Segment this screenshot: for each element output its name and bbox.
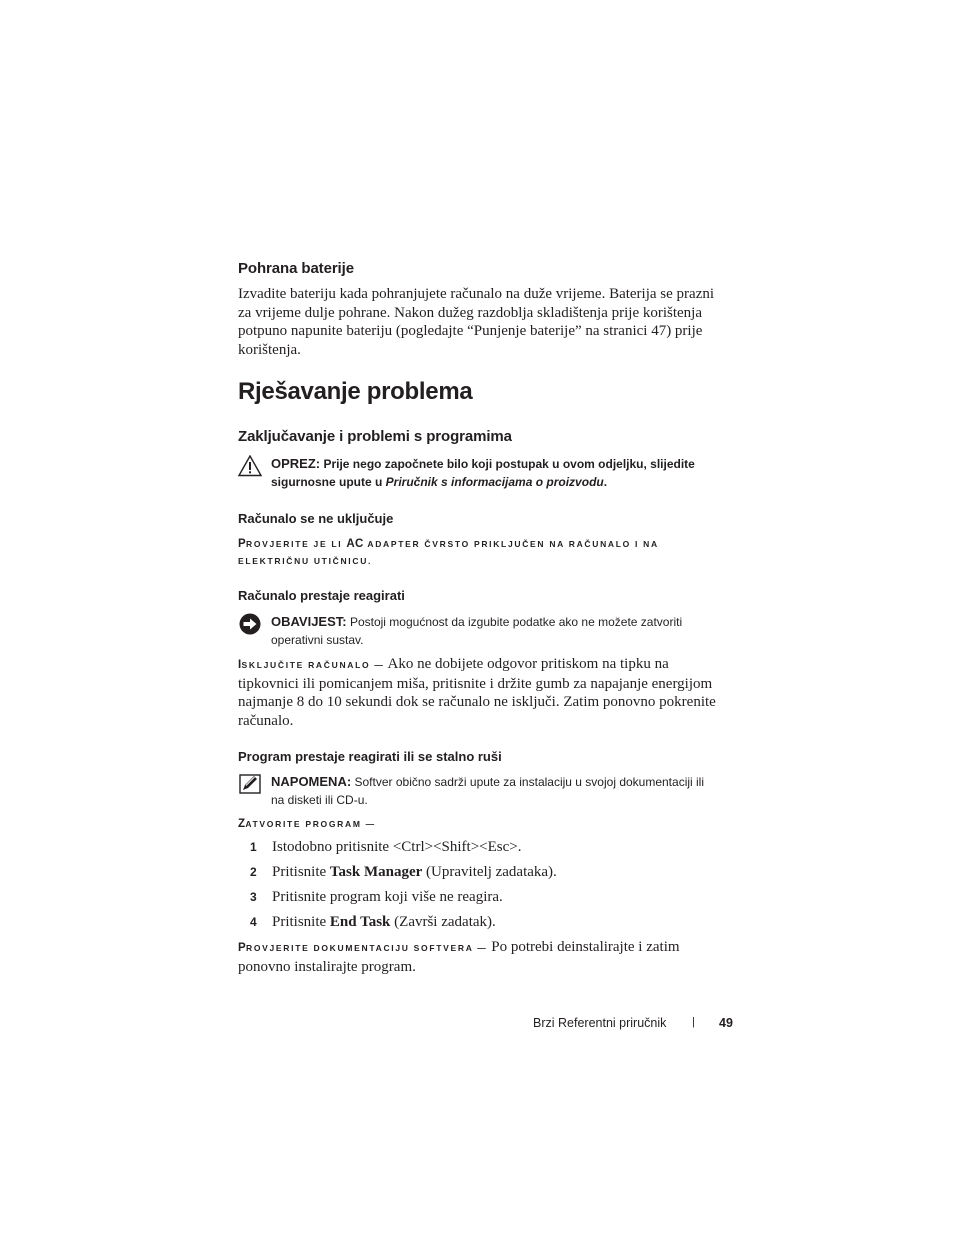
close-program-heading bbox=[238, 818, 376, 830]
text-line: računalo. bbox=[238, 712, 294, 729]
notice-arrow-icon bbox=[238, 613, 262, 635]
list-item bbox=[238, 864, 736, 881]
note-note bbox=[238, 773, 736, 809]
small-caps-text: ROVJERITE JE LI bbox=[245, 539, 343, 549]
small-caps-text: ATVORITE PROGRAM — bbox=[245, 819, 376, 829]
step-text: Istodobno pritisnite <Ctrl><Shift><Esc>. bbox=[272, 839, 522, 855]
small-caps-text: ROVJERITE DOKUMENTACIJU SOFTVERA — bbox=[245, 943, 488, 953]
notice-text bbox=[271, 613, 736, 649]
notice-label: OBAVIJEST: bbox=[271, 614, 347, 629]
step-number: 3 bbox=[250, 890, 257, 904]
list-item bbox=[238, 839, 736, 856]
caution-text-3: . bbox=[603, 474, 608, 489]
check-software-docs-paragraph bbox=[238, 938, 736, 976]
list-item bbox=[238, 889, 736, 906]
text-line: ponovno instalirajte program. bbox=[238, 958, 416, 975]
list-item bbox=[238, 914, 736, 931]
footer-book-title: Brzi Referentni priručnik bbox=[533, 1016, 667, 1030]
section-heading-lockups: Zaključavanje i problemi s programima bbox=[238, 428, 512, 445]
step-text: (Završi zadatak). bbox=[390, 914, 496, 930]
step-number: 1 bbox=[250, 840, 257, 854]
caution-text-2: sigurnosne upute u bbox=[271, 474, 386, 489]
step-text: Pritisnite bbox=[272, 914, 330, 930]
chapter-title: Rješavanje problema bbox=[238, 378, 473, 405]
section-heading-battery-storage: Pohrana baterije bbox=[238, 260, 354, 277]
note-text bbox=[271, 773, 736, 809]
step-number: 4 bbox=[250, 915, 257, 929]
notice-text-2: operativni sustav. bbox=[271, 632, 364, 647]
step-bold-text: End Task bbox=[329, 914, 391, 930]
step-text: Pritisnite bbox=[272, 864, 330, 880]
notice-note bbox=[238, 613, 736, 649]
small-caps-initial: I bbox=[238, 659, 242, 671]
text-line: najmanje 8 do 10 sekundi dok se računalo ne isključi. Zatim ponovno pokrenite bbox=[238, 694, 716, 710]
text-line: Po potrebi deinstalirajte i zatim bbox=[487, 939, 680, 955]
text-line: Izvadite bateriju kada pohranjujete računalo na duže vrijeme. Baterija se prazni bbox=[238, 286, 715, 302]
battery-storage-paragraph bbox=[238, 285, 736, 359]
step-number: 2 bbox=[250, 865, 257, 879]
note-text-1: Softver obično sadrži upute za instalaciju u svojoj dokumentaciji ili bbox=[351, 775, 705, 789]
small-caps-initial: P bbox=[238, 942, 246, 954]
turn-off-computer-paragraph bbox=[238, 655, 736, 730]
step-bold-text: Task Manager bbox=[329, 864, 423, 880]
subheading-wont-start: Računalo se ne uključuje bbox=[238, 511, 394, 526]
text-line: potpuno napunite bateriju (pogledajte “Punjenje baterije” na stranici 47) prije bbox=[238, 323, 703, 339]
caution-book-title: Priručnik s informacijama o proizvodu bbox=[385, 474, 604, 489]
check-ac-adapter-instruction bbox=[238, 536, 736, 570]
text-line: Ako ne dobijete odgovor pritiskom na tipku na bbox=[384, 656, 669, 672]
notice-text-1: Postoji mogućnost da izgubite podatke ako ne možete zatvoriti bbox=[346, 615, 683, 629]
note-text-2: na disketi ili CD-u. bbox=[271, 792, 368, 807]
text-line: za vrijeme dulje pohrane. Nakon dužeg razdoblja skladištenja prije korištenja bbox=[238, 304, 702, 321]
small-caps-ac: AC bbox=[346, 538, 364, 550]
small-caps-initial: P bbox=[238, 538, 246, 550]
footer-separator: | bbox=[692, 1016, 695, 1028]
small-caps-text: ELEKTRIČNU UTIČNICU. bbox=[238, 556, 373, 566]
small-caps-text: SKLJUČITE RAČUNALO — bbox=[241, 660, 385, 670]
small-caps-text: ADAPTER ČVRSTO PRIKLJUČEN NA RAČUNALO I NA bbox=[367, 539, 659, 549]
note-label: NAPOMENA: bbox=[271, 774, 352, 789]
small-caps-initial: Z bbox=[238, 818, 246, 830]
caution-text-1: Prije nego započnete bilo koji postupak u ovom odjeljku, slijedite bbox=[320, 457, 695, 471]
step-text: Pritisnite program koji više ne reagira. bbox=[272, 889, 503, 905]
caution-text bbox=[271, 455, 736, 491]
subheading-program-crashes: Program prestaje reagirati ili se stalno ruši bbox=[238, 749, 502, 764]
text-line: tipkovnici ili pomicanjem miša, pritisnite i držite gumb za napajanje energijom bbox=[238, 675, 713, 692]
caution-note bbox=[238, 455, 736, 491]
step-text: (Upravitelj zadataka). bbox=[422, 864, 557, 880]
note-pencil-icon bbox=[238, 773, 262, 795]
page-number: 49 bbox=[719, 1016, 733, 1030]
subheading-stops-responding: Računalo prestaje reagirati bbox=[238, 588, 405, 603]
caution-label: OPREZ: bbox=[271, 456, 321, 471]
text-line: korištenja. bbox=[238, 341, 301, 358]
caution-triangle-icon bbox=[238, 455, 262, 477]
